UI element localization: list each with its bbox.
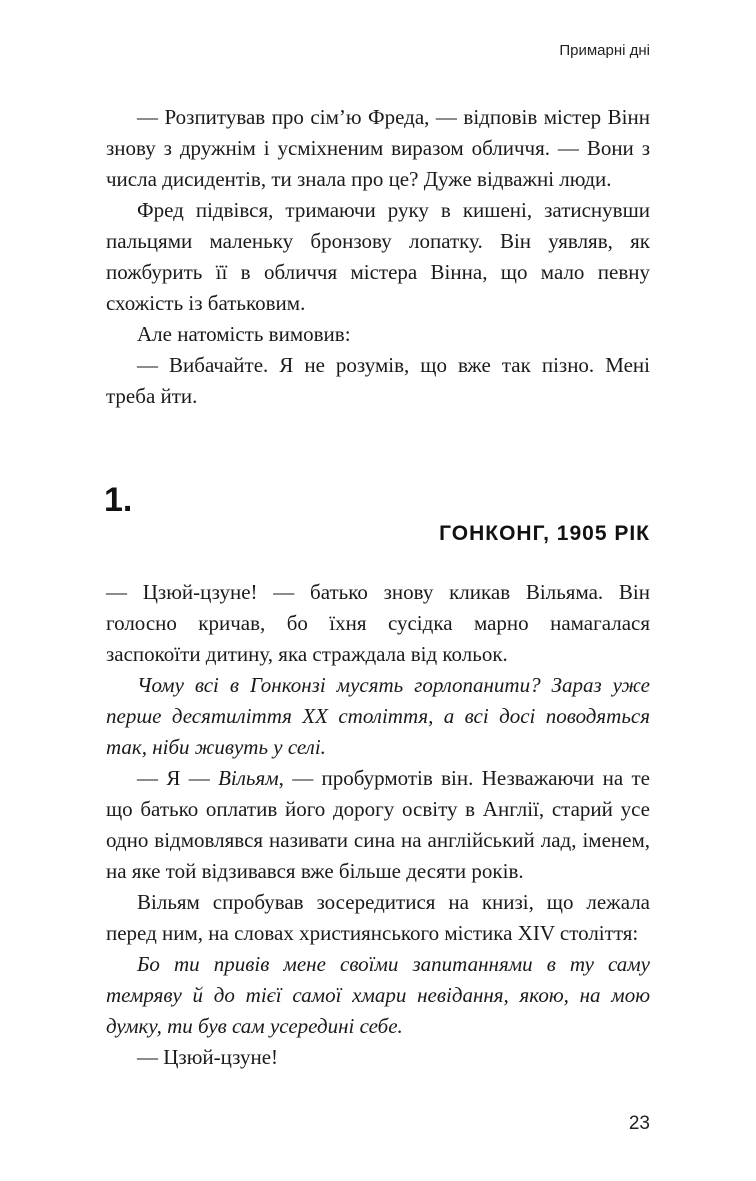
paragraph: — Розпитував про сім’ю Фреда, — відповів містер Вінн знову з дружнім і усміхненим виразом обличчя. — Вони з числа дисидентів, ти знала про це? Дуже відважні люди. xyxy=(106,105,650,191)
paragraph: Вільям спробував зосередитися на книзі, що лежала перед ним, на словах християнського містика XIV століття: xyxy=(106,890,650,945)
italic-paragraph: Чому всі в Гонконзі мусять горлопанити? Зараз уже перше десятиліття XX століття, а всі досі поводяться так, ніби живуть у селі. xyxy=(106,673,650,759)
chapter-subtitle: ГОНКОНГ, 1905 РІК xyxy=(439,522,650,545)
emphasized-name: Вільям xyxy=(218,766,279,790)
running-head: Примарні дні xyxy=(559,42,650,59)
chapter-text xyxy=(106,577,650,1073)
dialogue-rest: , — пробурмотів він. Незважаючи на те що батько оплатив його дорогу освіту в Англії, старий усе одно відмовлявся називати сина на англійський лад, іменем, на яке той відзивався вже більше десяти років. xyxy=(106,766,650,883)
paragraph: — Цзюй-цзуне! — батько знову кликав Вільяма. Він голосно кричав, бо їхня сусідка марно намагалася заспокоїти дитину, яка страждала від кольок. xyxy=(106,580,650,666)
italic-quote: Бо ти привів мене своїми запитаннями в ту саму темряву й до тієї самої хмари невідання, якою, на мою думку, ти був сам усередині себе. xyxy=(106,952,650,1038)
paragraph: Фред підвівся, тримаючи руку в кишені, затиснувши пальцями маленьку бронзову лопатку. Він уявляв, як пожбурить її в обличчя містера Вінна, що мало певну схожість із батьковим. xyxy=(106,198,650,315)
paragraph: — Вибачайте. Я не розумів, що вже так пізно. Мені треба йти. xyxy=(106,353,650,408)
paragraph: — Цзюй-цзуне! xyxy=(137,1045,279,1069)
paragraph xyxy=(106,763,650,887)
page-number: 23 xyxy=(628,1113,650,1134)
dialogue-start: — Я — xyxy=(137,766,219,790)
previous-section-text xyxy=(106,102,650,412)
chapter-number: 1. xyxy=(104,481,133,519)
paragraph: Але натомість вимовив: xyxy=(137,322,351,346)
